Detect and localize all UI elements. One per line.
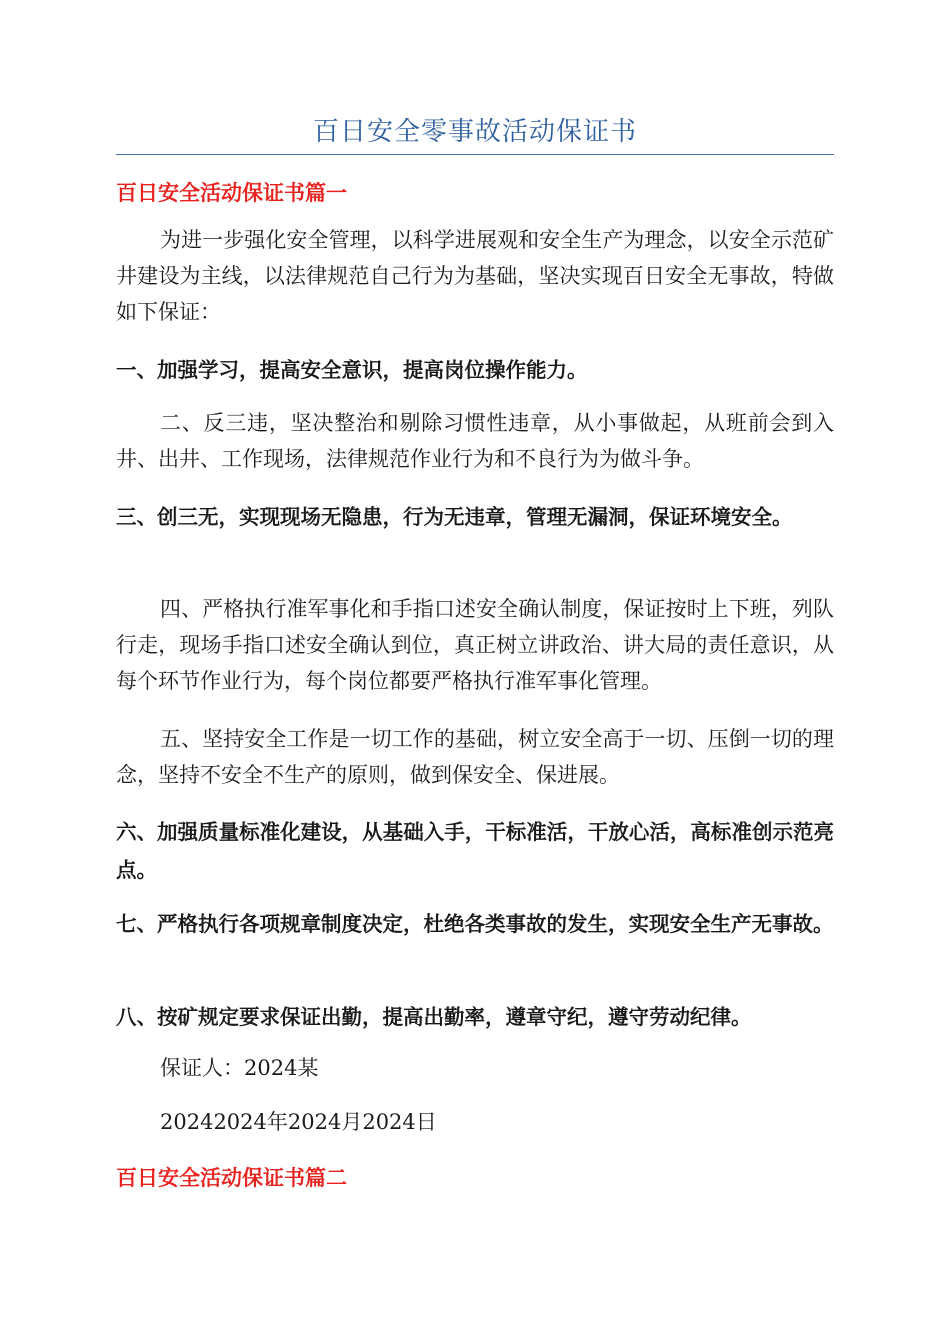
section-heading-1: 百日安全活动保证书篇一 (116, 181, 347, 205)
item-2-paragraph: 二、反三违，坚决整治和剔除习惯性违章，从小事做起，从班前会到入井、出井、工作现场，法律规范作业行为和不良行为为做斗争。 (116, 411, 834, 471)
item-1-paragraph: 一、加强学习，提高安全意识，提高岗位操作能力。 (116, 358, 588, 382)
item-7-paragraph: 七、严格执行各项规章制度决定，杜绝各类事故的发生，实现安全生产无事故。 (116, 912, 834, 936)
section-heading-2: 百日安全活动保证书篇二 (116, 1166, 347, 1190)
item-5-paragraph: 五、坚持安全工作是一切工作的基础，树立安全高于一切、压倒一切的理念，坚持不安全不生产的原则，做到保安全、保进展。 (116, 727, 834, 787)
guarantor-line: 保证人：2024某 (160, 1056, 319, 1080)
item-8-paragraph: 八、按矿规定要求保证出勤，提高出勤率，遵章守纪，遵守劳动纪律。 (116, 1005, 752, 1029)
title-underline (116, 154, 834, 155)
intro-paragraph: 为进一步强化安全管理，以科学进展观和安全生产为理念，以安全示范矿井建设为主线，以法律规范自己行为为基础，坚决实现百日安全无事故，特做如下保证： (116, 228, 834, 324)
item-4-paragraph: 四、严格执行准军事化和手指口述安全确认制度，保证按时上下班，列队行走，现场手指口述安全确认到位，真正树立讲政治、讲大局的责任意识，从每个环节作业行为，每个岗位都要严格执行准军事化管理。 (116, 597, 834, 693)
date-line: 20242024年2024月2024日 (160, 1110, 437, 1134)
document-title: 百日安全零事故活动保证书 (312, 117, 637, 147)
item-3-paragraph: 三、创三无，实现现场无隐患，行为无违章，管理无漏洞，保证环境安全。 (116, 505, 793, 529)
item-6-paragraph: 六、加强质量标准化建设，从基础入手，干标准活，干放心活，高标准创示范亮点。 (116, 820, 834, 882)
